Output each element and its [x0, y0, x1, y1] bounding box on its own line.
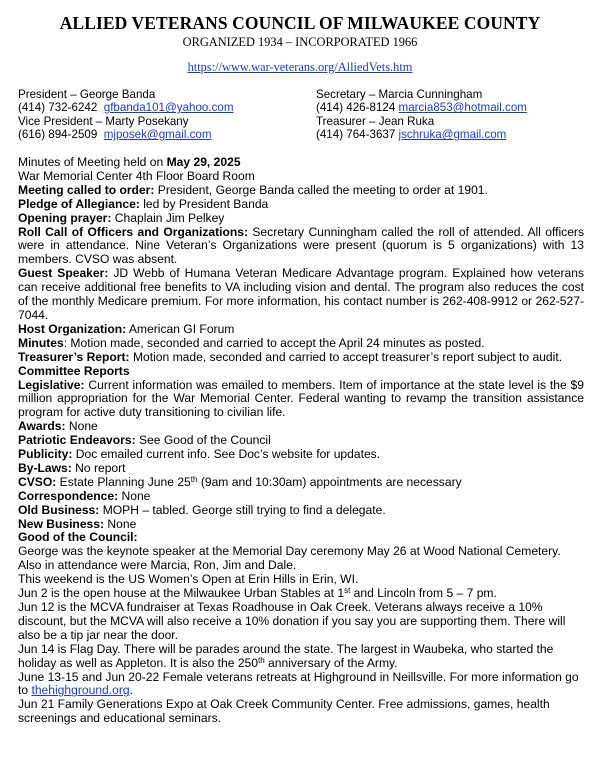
- good-of-council-item-2: This weekend is the US Women’s Open at Erin Hills in Erin, WI.: [18, 572, 359, 587]
- president-label: President – George Banda: [18, 88, 156, 101]
- meeting-location: War Memorial Center 4th Floor Board Room: [18, 168, 255, 183]
- vice-president-label: Vice President – Marty Posekany: [18, 114, 189, 128]
- cvso-label: CVSO:: [18, 474, 57, 489]
- good3-text-end: and Lincoln from 5 – 7 pm.: [350, 586, 497, 601]
- roll-call-item: [18, 226, 584, 268]
- treasurer-email-link[interactable]: jschruka@gmail.com: [398, 128, 507, 142]
- minutes-item: [18, 337, 584, 351]
- prayer-label: Opening prayer:: [18, 210, 112, 225]
- secretary-label: Secretary – Marcia Cunningham: [316, 88, 483, 101]
- treasurer-contact: [316, 128, 527, 141]
- good-of-council-heading: Good of the Council:: [18, 530, 138, 545]
- guest-speaker-item: [18, 267, 584, 323]
- good5-ordinal: th: [258, 655, 265, 665]
- president-email-link[interactable]: gfbanda101@yahoo.com: [103, 101, 234, 115]
- pledge-item: [18, 198, 584, 212]
- called-to-order-label: Meeting called to order:: [18, 182, 155, 197]
- cvso-item: [18, 476, 584, 490]
- old-business-label: Old Business:: [18, 502, 100, 517]
- guest-speaker-text: JD Webb of Humana Veteran Medicare Advantage program. Explained how veterans can receive additional free benefits to VA including vision and dental. The program also reduces the cost of the monthly Medicare premium. For more information, his contact number is 262-408-9912 or 262-527-7044.: [18, 266, 584, 322]
- vice-president-email-link[interactable]: mjposek@gmail.com: [103, 128, 212, 142]
- pledge-text: led by President Banda: [139, 196, 269, 211]
- treasurer-report-label: Treasurer’s Report:: [18, 349, 130, 364]
- roll-call-text: Secretary Cunningham called the roll of attended. All officers were in attendance. Nine Veteran’s Organizations were present (quorum is 5 organizations) with 13 members. CVSO was absent.: [18, 224, 584, 267]
- president-contact: [18, 101, 233, 114]
- bylaws-label: By-Laws:: [18, 460, 72, 475]
- publicity-item: [18, 448, 584, 462]
- good-of-council-item-1: George was the keynote speaker at the Memorial Day ceremony May 26 at Wood National Cemetery. Also in attendance were Marcia, Ron, Jim and Dale.: [18, 544, 561, 573]
- publicity-text: Doc emailed current info. See Doc’s website for updates.: [72, 447, 381, 462]
- good-of-council-item-7: Jun 21 Family Generations Expo at Oak Creek Community Center. Free admissions, games, health screenings and educational seminars.: [18, 697, 550, 726]
- bylaws-item: [18, 462, 584, 476]
- treasurer-phone: (414) 764-3637: [316, 128, 396, 142]
- pledge-label: Pledge of Allegiance:: [18, 196, 140, 211]
- secretary-phone: (414) 426-8124: [316, 101, 396, 115]
- called-to-order-text: President, George Banda called the meeting to order at 1901.: [154, 182, 488, 197]
- patriotic-text: See Good of the Council: [135, 433, 271, 448]
- vice-president-phone: (616) 894-2509: [18, 128, 98, 142]
- secretary-email-link[interactable]: marcia853@hotmail.com: [398, 101, 527, 115]
- host-label: Host Organization:: [18, 321, 127, 336]
- good3-text: Jun 2 is the open house at the Milwaukee Urban Stables at 1: [18, 586, 345, 601]
- correspondence-label: Correspondence:: [18, 488, 119, 503]
- president-phone: (414) 732-6242: [18, 101, 98, 115]
- awards-text: None: [65, 419, 98, 434]
- committee-reports-heading: Committee Reports: [18, 363, 130, 378]
- prayer-item: [18, 212, 584, 226]
- organization-subtitle: ORGANIZED 1934 – INCORPORATED 1966: [182, 35, 418, 49]
- awards-label: Awards:: [18, 419, 66, 434]
- host-item: [18, 323, 584, 337]
- called-to-order-item: [18, 184, 584, 198]
- meeting-date: May 29, 2025: [166, 155, 241, 169]
- good6-text: June 13-15 and Jun 20-22 Female veterans retreats at Highground in Neillsville. For more information go to: [18, 669, 579, 698]
- old-business-item: [18, 504, 584, 518]
- website-link[interactable]: https://www.war-veterans.org/AlliedVets.htm: [187, 60, 413, 74]
- publicity-label: Publicity:: [18, 447, 73, 462]
- guest-speaker-label: Guest Speaker:: [18, 266, 109, 281]
- legislative-label: Legislative:: [18, 377, 85, 392]
- correspondence-text: None: [118, 488, 151, 503]
- good-of-council-item-3: [18, 587, 584, 601]
- good5-text: Jun 14 is Flag Day. There will be parades around the state. The largest in Waubeka, who started the holiday as well as Appleton. It is also the 250: [18, 641, 554, 670]
- good-of-council-item-5: [18, 643, 584, 671]
- bylaws-text: No report: [71, 460, 126, 475]
- legislative-item: [18, 379, 584, 421]
- treasurer-report-text: Motion made, seconded and carried to accept treasurer’s report subject to audit.: [129, 349, 563, 364]
- meeting-date-line: [18, 156, 584, 170]
- highground-link[interactable]: thehighground.org: [31, 683, 130, 698]
- host-text: American GI Forum: [126, 321, 235, 336]
- cvso-ordinal: th: [190, 474, 198, 484]
- good5-text-end: anniversary of the Army.: [264, 655, 398, 670]
- treasurer-label: Treasurer – Jean Ruka: [316, 114, 435, 128]
- officers-right-column: [316, 88, 527, 142]
- meeting-date-label: Minutes of Meeting held on: [18, 155, 167, 169]
- good-of-council-item-6: [18, 671, 584, 699]
- new-business-item: [18, 518, 584, 532]
- officers-left-column: [18, 88, 233, 142]
- website-link-container: [0, 60, 600, 75]
- patriotic-item: [18, 434, 584, 448]
- minutes-label: Minutes: [18, 335, 64, 350]
- vice-president-contact: [18, 128, 233, 141]
- new-business-label: New Business:: [18, 516, 105, 531]
- secretary-contact: [316, 101, 527, 114]
- new-business-text: None: [104, 516, 137, 531]
- legislative-text: Current information was emailed to members. Item of importance at the state level is the $9 million appropriation for the War Memorial Center. Federal wanting to revamp the transition assistance program for active duty transitioning to civilian life.: [18, 377, 584, 420]
- good-of-council-item-4: Jun 12 is the MCVA fundraiser at Texas Roadhouse in Oak Creek. Veterans always receive a 10% discount, but the MCVA will also receive a 10% donation if you say you are supporting them. There will also be a tip jar near the door.: [18, 600, 566, 642]
- cvso-text-end: (9am and 10:30am) appointments are necessary: [197, 474, 462, 489]
- roll-call-label: Roll Call of Officers and Organizations:: [18, 224, 249, 239]
- treasurer-report-item: [18, 351, 584, 365]
- good6-text-end: .: [129, 683, 134, 698]
- organization-title: ALLIED VETERANS COUNCIL OF MILWAUKEE COUNTY: [59, 13, 541, 33]
- correspondence-item: [18, 490, 584, 504]
- cvso-text: Estate Planning June 25: [56, 474, 191, 489]
- minutes-body: [18, 156, 584, 726]
- good3-ordinal: st: [344, 586, 351, 596]
- awards-item: [18, 420, 584, 434]
- patriotic-label: Patriotic Endeavors:: [18, 433, 136, 448]
- old-business-text: MOPH – tabled. George still trying to find a delegate.: [99, 502, 386, 517]
- minutes-text: : Motion made, seconded and carried to accept the April 24 minutes as posted.: [63, 335, 485, 350]
- prayer-text: Chaplain Jim Pelkey: [111, 210, 225, 225]
